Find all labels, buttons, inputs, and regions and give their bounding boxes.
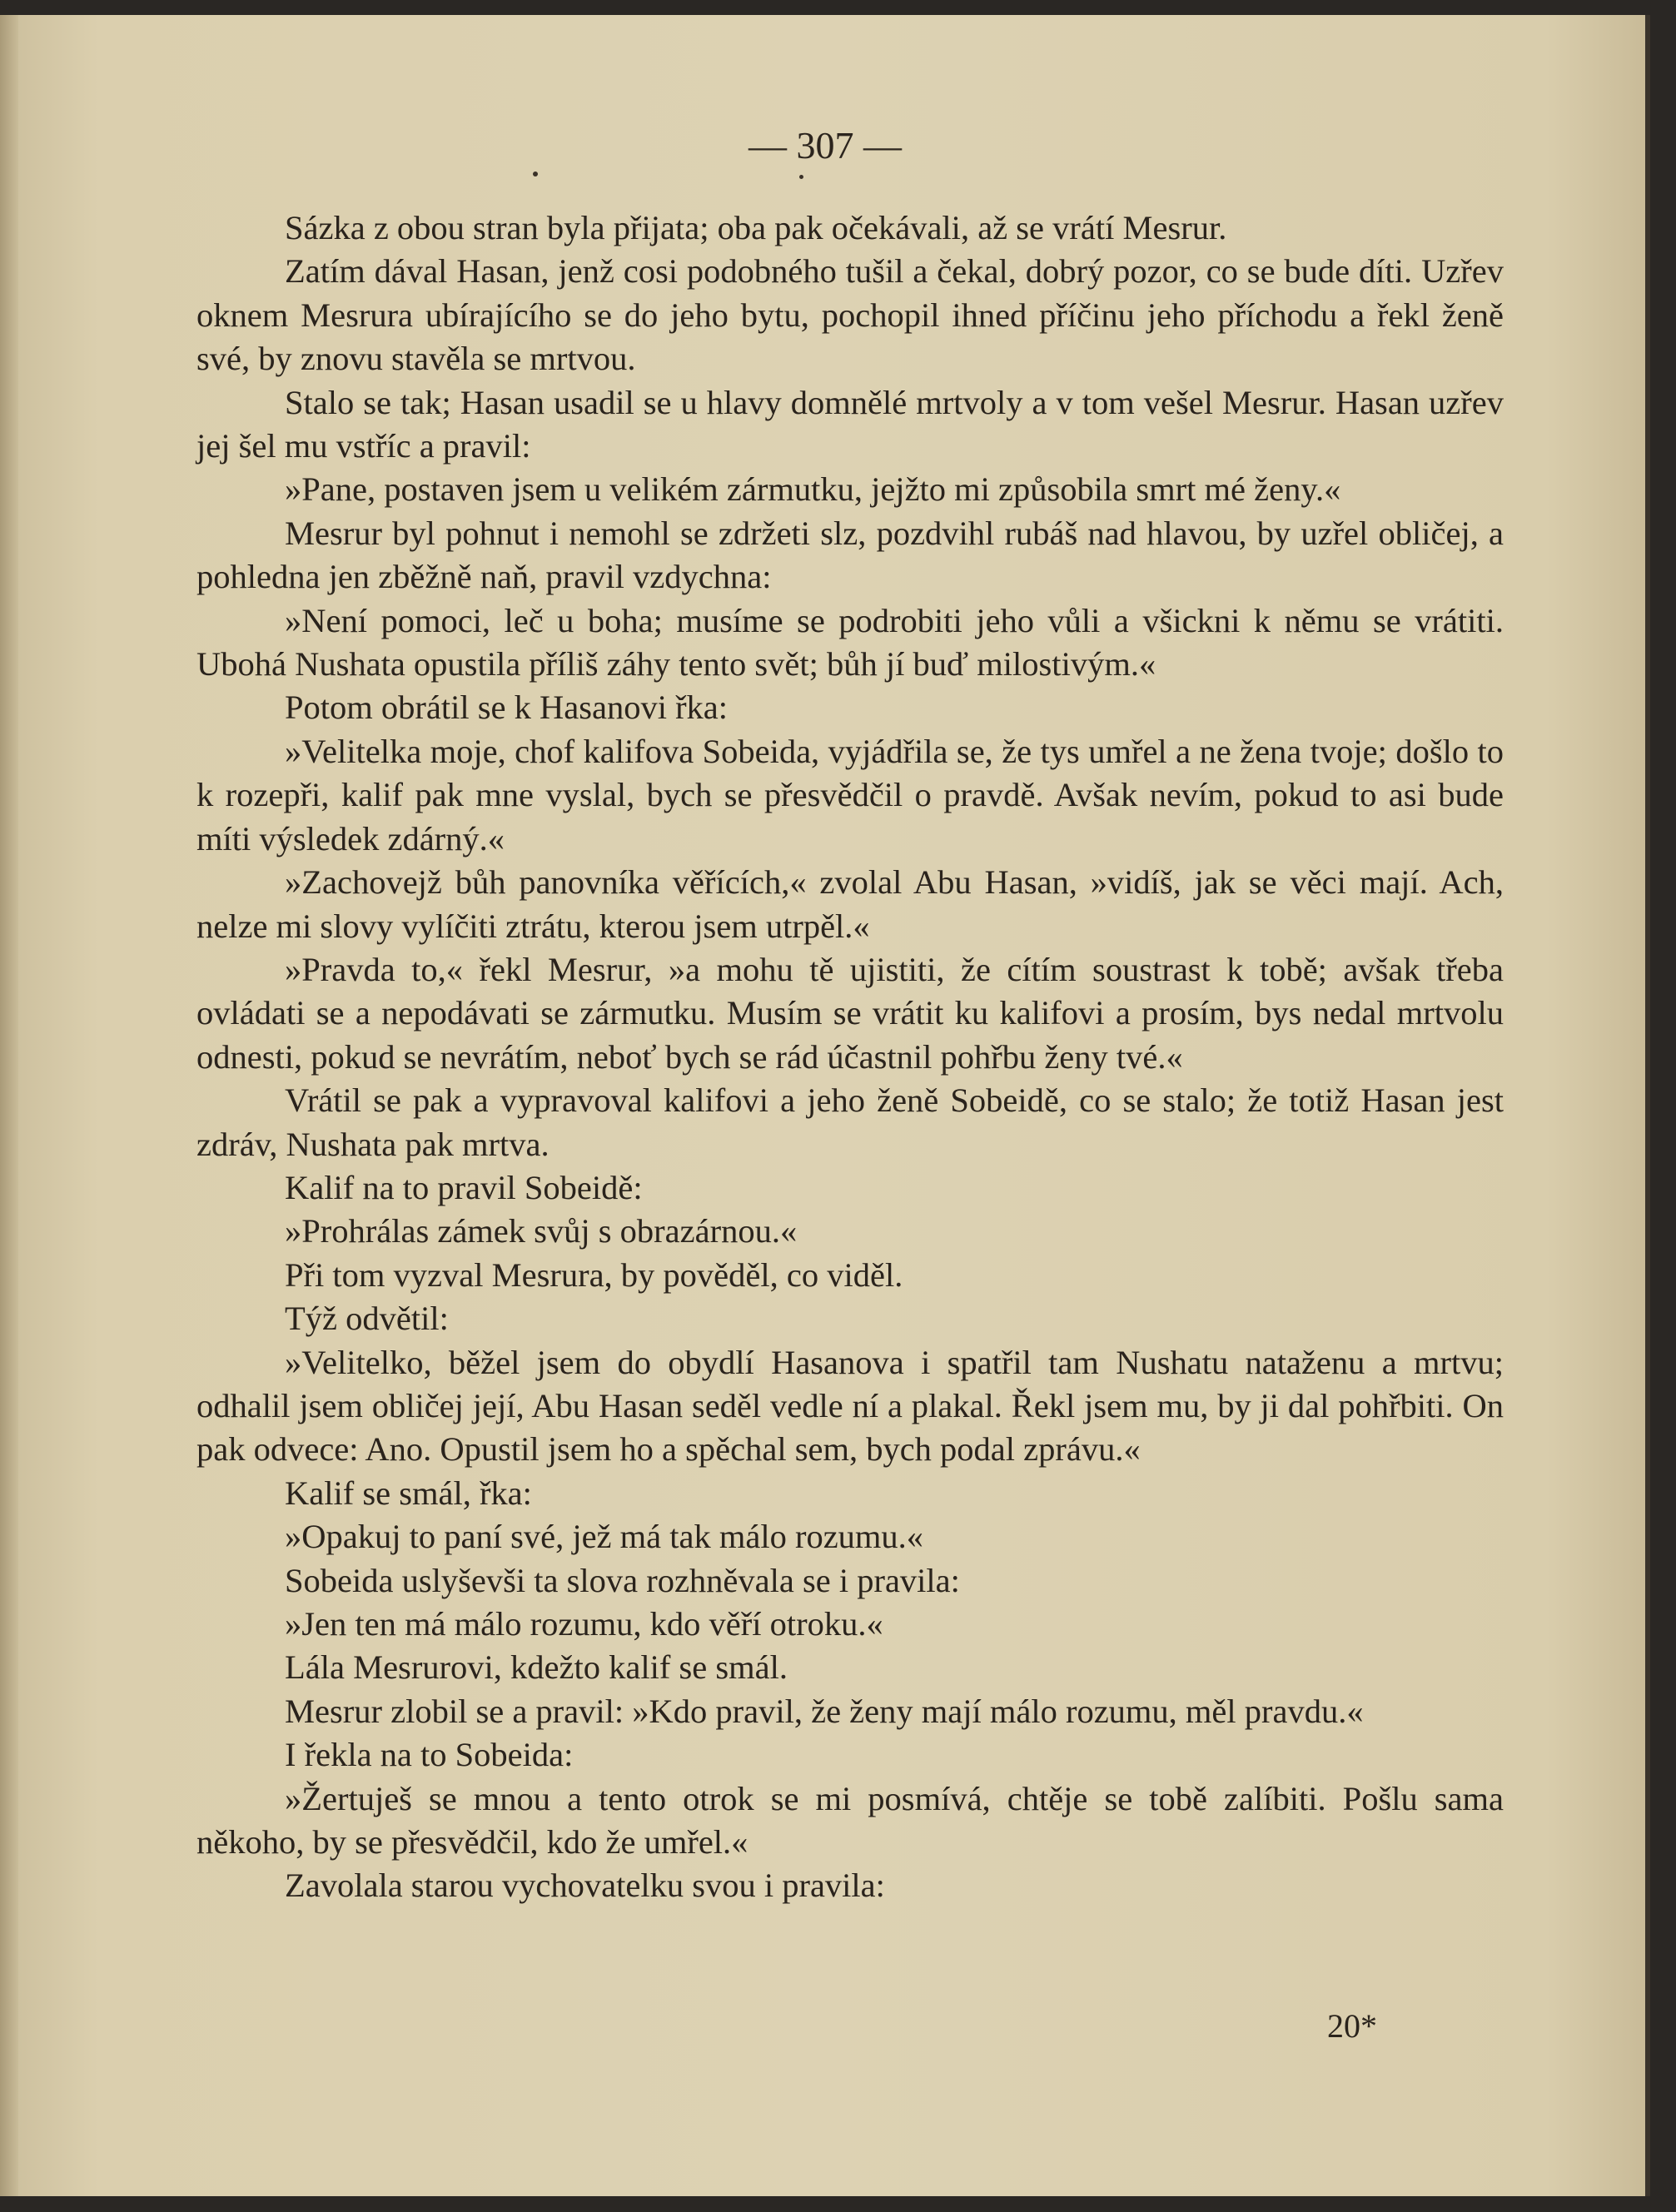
- page-number: — 307 —: [748, 124, 902, 167]
- paragraph: »Prohrálas zámek svůj s obrazárnou.«: [285, 1212, 798, 1250]
- paragraph: »Opakuj to paní své, jež má tak málo rozumu.«: [285, 1518, 924, 1556]
- ink-speck: [799, 175, 803, 179]
- paragraph: Týž odvětil:: [285, 1300, 449, 1338]
- paragraph: Při tom vyzval Mesrura, by pověděl, co viděl.: [285, 1255, 903, 1294]
- paragraph: »Pane, postaven jsem u velikém zármutku, jejžto mi způsobila smrt mé ženy.«: [285, 470, 1341, 509]
- paragraph: »Žertuješ se mnou a tento otrok se mi posmívá, chtěje se tobě zalíbiti. Pošlu sama někoho, by se přesvědčil, kdo že umřel.«: [196, 1779, 1504, 1862]
- ink-speck: [533, 171, 538, 176]
- paragraph: Mesrur zlobil se a pravil: »Kdo pravil, že ženy mají málo rozumu, měl pravdu.«: [285, 1692, 1364, 1730]
- paragraph: »Velitelko, běžel jsem do obydlí Hasanova i spatřil tam Nushatu nataženu a mrtvu; odhalil jsem obličej její, Abu Hasan seděl vedle ní a plakal. Řekl jsem mu, by ji dal pohřbiti. On pak odvece: Ano. Opustil jsem ho a spěchal sem, bych podal zprávu.«: [196, 1343, 1504, 1469]
- body-text: [196, 206, 1504, 1908]
- paragraph: »Zachovejž bůh panovníka věřících,« zvolal Abu Hasan, »vidíš, jak se věci mají. Ach, nelze mi slovy vylíčiti ztrátu, kterou jsem utrpěl.«: [196, 863, 1504, 945]
- paragraph: Vrátil se pak a vypravoval kalifovi a jeho ženě Sobeidě, co se stalo; že totiž Hasan jest zdráv, Nushata pak mrtva.: [196, 1081, 1504, 1163]
- paragraph: Potom obrátil se k Hasanovi řka:: [285, 688, 729, 727]
- paragraph: Sázka z obou stran byla přijata; oba pak očekávali, až se vrátí Mesrur.: [285, 209, 1227, 246]
- paragraph: Stalo se tak; Hasan usadil se u hlavy domnělé mrtvoly a v tom vešel Mesrur. Hasan uzřev jej šel mu vstříc a pravil:: [196, 383, 1504, 465]
- paragraph: »Pravda to,« řekl Mesrur, »a mohu tě ujistiti, že cítím soustrast k tobě; avšak třeba ovládati se a nepodávati se zármutku. Musím se vrátit ku kalifovi a prosím, bys nedal mrtvolu odnesti, pokud se nevrátím, neboť bych se rád účastnil pohřbu ženy tvé.«: [196, 950, 1504, 1076]
- paragraph: I řekla na to Sobeida:: [285, 1736, 574, 1774]
- paragraph: Sobeida uslyševši ta slova rozhněvala se i pravila:: [285, 1561, 960, 1599]
- page-spine-shadow: [0, 15, 18, 2196]
- paragraph: »Velitelka moje, chof kalifova Sobeida, vyjádřila se, že tys umřel a ne žena tvoje; došlo to k rozepři, kalif pak mne vyslal, bych se přesvědčil o pravdě. Avšak nevím, pokud to asi bude míti výsledek zdárný.«: [196, 732, 1504, 857]
- paragraph: »Není pomoci, leč u boha; musíme se podrobiti jeho vůli a všickni k němu se vrátiti. Ubohá Nushata opustila příliš záhy tento svět; bůh jí buď milostivým.«: [196, 601, 1504, 683]
- paragraph: Mesrur byl pohnut i nemohl se zdržeti slz, pozdvihl rubáš nad hlavou, by uzřel obličej, a pohledna jen zběžně naň, pravil vzdychna:: [196, 514, 1504, 596]
- book-page: [0, 15, 1650, 2196]
- paragraph: Zavolala starou vychovatelku svou i pravila:: [285, 1867, 885, 1905]
- paragraph: Zatím dával Hasan, jenž cosi podobného tušil a čekal, dobrý pozor, co se bude díti. Uzřev oknem Mesrura ubírajícího se do jeho bytu, pochopil ihned příčinu jeho příchodu a řekl ženě své, by znovu stavěla se mrtvou.: [196, 252, 1504, 378]
- paragraph: Kalif se smál, řka:: [285, 1474, 532, 1512]
- paragraph: »Jen ten má málo rozumu, kdo věří otroku.«: [285, 1605, 883, 1643]
- paragraph: Kalif na to pravil Sobeidě:: [285, 1168, 643, 1206]
- printer-signature-mark: 20*: [1327, 2007, 1377, 2045]
- paragraph: Lála Mesrurovi, kdežto kalif se smál.: [285, 1648, 788, 1687]
